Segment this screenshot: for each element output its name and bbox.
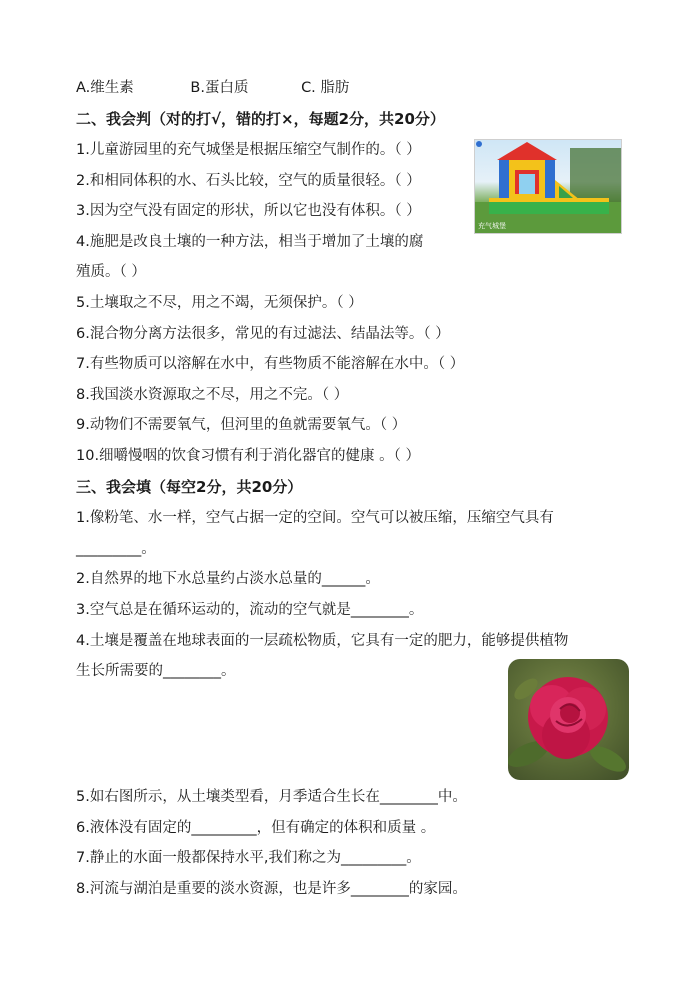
option-b: B.蛋白质: [190, 80, 249, 96]
judge-item-6: 6.混合物分离方法很多，常见的有过滤法、结晶法等。（ ）: [76, 326, 450, 342]
fill-item-3: 3.空气总是在循环运动的，流动的空气就是________。: [76, 602, 424, 618]
judge-item-10: 10.细嚼慢咽的饮食习惯有利于消化器官的健康 。（ ）: [76, 448, 421, 464]
judge-item-9: 9.动物们不需要氧气，但河里的鱼就需要氧气。（ ）: [76, 417, 407, 433]
judge-item-5: 5.土壤取之不尽，用之不竭，无须保护。（ ）: [76, 295, 363, 311]
bouncy-castle-caption: 充气城堡: [478, 222, 506, 230]
options-row: [76, 78, 349, 98]
fill-item-1-cont: _________。: [76, 541, 156, 557]
judge-item-4-cont: 殖质。（ ）: [76, 264, 146, 280]
bouncy-castle-illustration: [475, 140, 621, 233]
fill-item-4: 4.土壤是覆盖在地球表面的一层疏松物质，它具有一定的肥力，能够提供植物: [76, 633, 569, 649]
section-3-heading: 三、我会填（每空2分，共20分）: [76, 478, 303, 496]
fill-item-7: 7.静止的水面一般都保持水平,我们称之为_________。: [76, 850, 421, 866]
fill-item-6: 6.液体没有固定的_________，但有确定的体积和质量 。: [76, 820, 436, 836]
fill-item-4-cont: 生长所需要的________。: [76, 663, 236, 679]
judge-item-2: 2.和相同体积的水、石头比较，空气的质量很轻。（ ）: [76, 173, 421, 189]
option-a: A.维生素: [76, 80, 134, 96]
judge-item-1: 1.儿童游园里的充气城堡是根据压缩空气制作的。（ ）: [76, 142, 421, 158]
fill-item-1: 1.像粉笔、水一样，空气占据一定的空间。空气可以被压缩，压缩空气具有: [76, 510, 554, 526]
fill-item-8: 8.河流与湖泊是重要的淡水资源，也是许多________的家园。: [76, 881, 467, 897]
section-2-heading: 二、我会判（对的打√，错的打×，每题2分，共20分）: [76, 110, 445, 128]
rose-image: [508, 659, 629, 780]
fill-item-5: 5.如右图所示，从土壤类型看，月季适合生长在________中。: [76, 789, 467, 805]
judge-item-7: 7.有些物质可以溶解在水中，有些物质不能溶解在水中。（ ）: [76, 356, 465, 372]
bouncy-castle-image: [474, 139, 622, 234]
fill-item-2: 2.自然界的地下水总量约占淡水总量的______。: [76, 571, 380, 587]
rose-illustration: [508, 659, 629, 780]
option-c: C. 脂肪: [301, 80, 350, 96]
judge-item-3: 3.因为空气没有固定的形状，所以它也没有体积。（ ）: [76, 203, 421, 219]
judge-item-8: 8.我国淡水资源取之不尽，用之不完。（ ）: [76, 387, 349, 403]
judge-item-4: 4.施肥是改良土壤的一种方法，相当于增加了土壤的腐: [76, 234, 424, 250]
